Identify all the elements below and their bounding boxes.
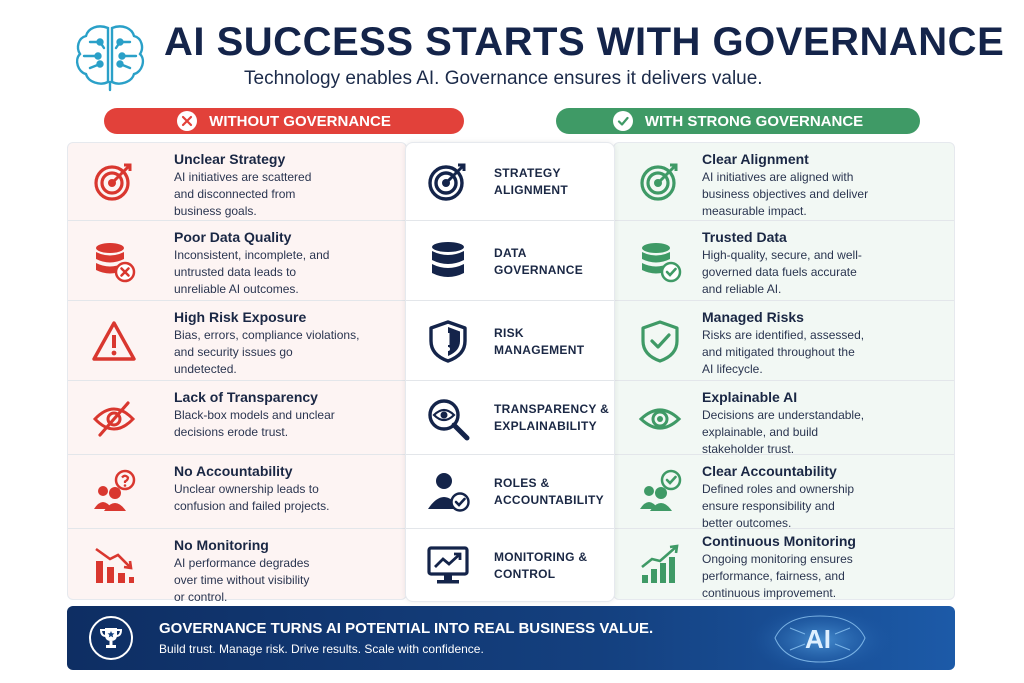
check-circle-icon [613,111,633,131]
item-line: ensure responsibility and [702,499,835,513]
item-title: Managed Risks [702,309,804,325]
brain-circuit-icon [70,20,150,92]
item-line: better outcomes. [702,516,792,530]
eye-icon [638,397,682,441]
warning-icon [92,319,136,363]
item-line: measurable impact. [702,204,807,218]
target-icon [638,159,682,203]
item-title: Unclear Strategy [174,151,286,167]
item-line: stakeholder trust. [702,442,795,456]
item-title: High Risk Exposure [174,309,307,325]
pillar-label: GOVERNANCE [494,263,584,277]
trophy-icon [89,616,133,660]
list-item [614,143,954,221]
monitor-chart-icon [426,543,470,587]
list-item [68,381,406,455]
item-title: Clear Accountability [702,463,837,479]
shield-alert-icon [426,319,470,363]
item-line: governed data fuels accurate [702,265,857,279]
item-line: over time without visibility [174,573,310,587]
list-item [68,529,406,604]
page-title: AI SUCCESS STARTS WITH GOVERNANCE [164,20,1005,64]
item-line: performance, fairness, and [702,569,845,583]
without-governance-panel [67,142,407,604]
item-line: High-quality, secure, and well- [702,248,862,262]
list-item [406,455,614,529]
people-check-icon [638,469,682,513]
pillar-label: MANAGEMENT [494,343,585,357]
list-item [68,455,406,529]
item-line: AI initiatives are aligned with [702,170,854,184]
footer-headline: GOVERNANCE TURNS AI POTENTIAL INTO REAL BUSINESS VALUE. [159,620,654,637]
list-item [614,221,954,301]
list-item [68,221,406,301]
item-title: No Accountability [174,463,293,479]
item-title: Explainable AI [702,389,798,405]
list-item [406,143,614,221]
target-icon [92,159,136,203]
list-item [68,301,406,381]
item-line: continuous improvement. [702,586,837,600]
item-line: AI performance degrades [174,556,310,570]
list-item [614,455,954,529]
item-line: confusion and failed projects. [174,499,330,513]
shield-check-icon [638,319,682,363]
list-item [68,143,406,221]
item-line: AI lifecycle. [702,362,763,376]
list-item [614,381,954,455]
target-icon [426,159,470,203]
list-item [406,381,614,455]
item-line: and mitigated throughout the [702,345,855,359]
magnifier-eye-icon [426,397,470,441]
item-line: Defined roles and ownership [702,482,855,496]
pillar-label: DATA [494,246,527,260]
pillar-label: CONTROL [494,567,556,581]
item-line: Black-box models and unclear [174,408,335,422]
list-item [614,529,954,601]
item-title: Continuous Monitoring [702,533,856,549]
database-icon [426,239,470,283]
item-line: explainable, and build [702,425,819,439]
pillar-label: RISK [494,326,524,340]
with-governance-label: WITH STRONG GOVERNANCE [644,112,864,130]
list-item [406,529,614,603]
pillar-label: TRANSPARENCY & [494,402,610,416]
item-title: No Monitoring [174,537,269,553]
ai-badge: AI [805,624,831,654]
footer-banner [67,606,955,670]
pillar-label: EXPLAINABILITY [494,419,597,433]
pillar-label: ALIGNMENT [494,183,569,197]
item-line: Unclear ownership leads to [174,482,319,496]
without-governance-label: WITHOUT GOVERNANCE [209,112,391,130]
item-line: business goals. [174,204,257,218]
eye-off-icon [92,397,136,441]
item-line: Inconsistent, incomplete, and [174,248,330,262]
item-title: Poor Data Quality [174,229,292,245]
chart-down-icon [92,543,136,587]
chart-up-icon [638,543,682,587]
item-title: Clear Alignment [702,151,809,167]
x-circle-icon [177,111,197,131]
user-check-icon [426,469,470,513]
item-line: or control. [174,590,228,604]
item-line: and reliable AI. [702,282,782,296]
item-line: Ongoing monitoring ensures [702,552,853,566]
pillar-label: ACCOUNTABILITY [494,493,604,507]
page-subtitle: Technology enables AI. Governance ensures it delivers value. [244,68,763,89]
item-line: Decisions are understandable, [702,408,865,422]
pillar-label: STRATEGY [494,166,561,180]
header [0,0,1024,100]
item-line: untrusted data leads to [174,265,297,279]
pillar-label: ROLES & [494,476,550,490]
item-title: Lack of Transparency [174,389,318,405]
list-item [614,301,954,381]
people-question-icon [92,469,136,513]
pillar-label: MONITORING & [494,550,588,564]
list-item [406,221,614,301]
list-item [406,301,614,381]
with-governance-pill [556,108,920,134]
item-line: unreliable AI outcomes. [174,282,299,296]
item-line: decisions erode trust. [174,425,289,439]
database-check-icon [638,239,682,283]
database-x-icon [92,239,136,283]
governance-pillars-panel [405,142,615,602]
item-line: business objectives and deliver [702,187,869,201]
item-line: undetected. [174,362,237,376]
item-title: Trusted Data [702,229,787,245]
item-line: Bias, errors, compliance violations, [174,328,360,342]
footer-tagline: Build trust. Manage risk. Drive results. Scale with confidence. [159,642,484,656]
with-governance-panel [613,142,955,600]
item-line: AI initiatives are scattered [174,170,312,184]
item-line: and security issues go [174,345,293,359]
item-line: Risks are identified, assessed, [702,328,865,342]
item-line: and disconnected from [174,187,296,201]
without-governance-pill [104,108,464,134]
